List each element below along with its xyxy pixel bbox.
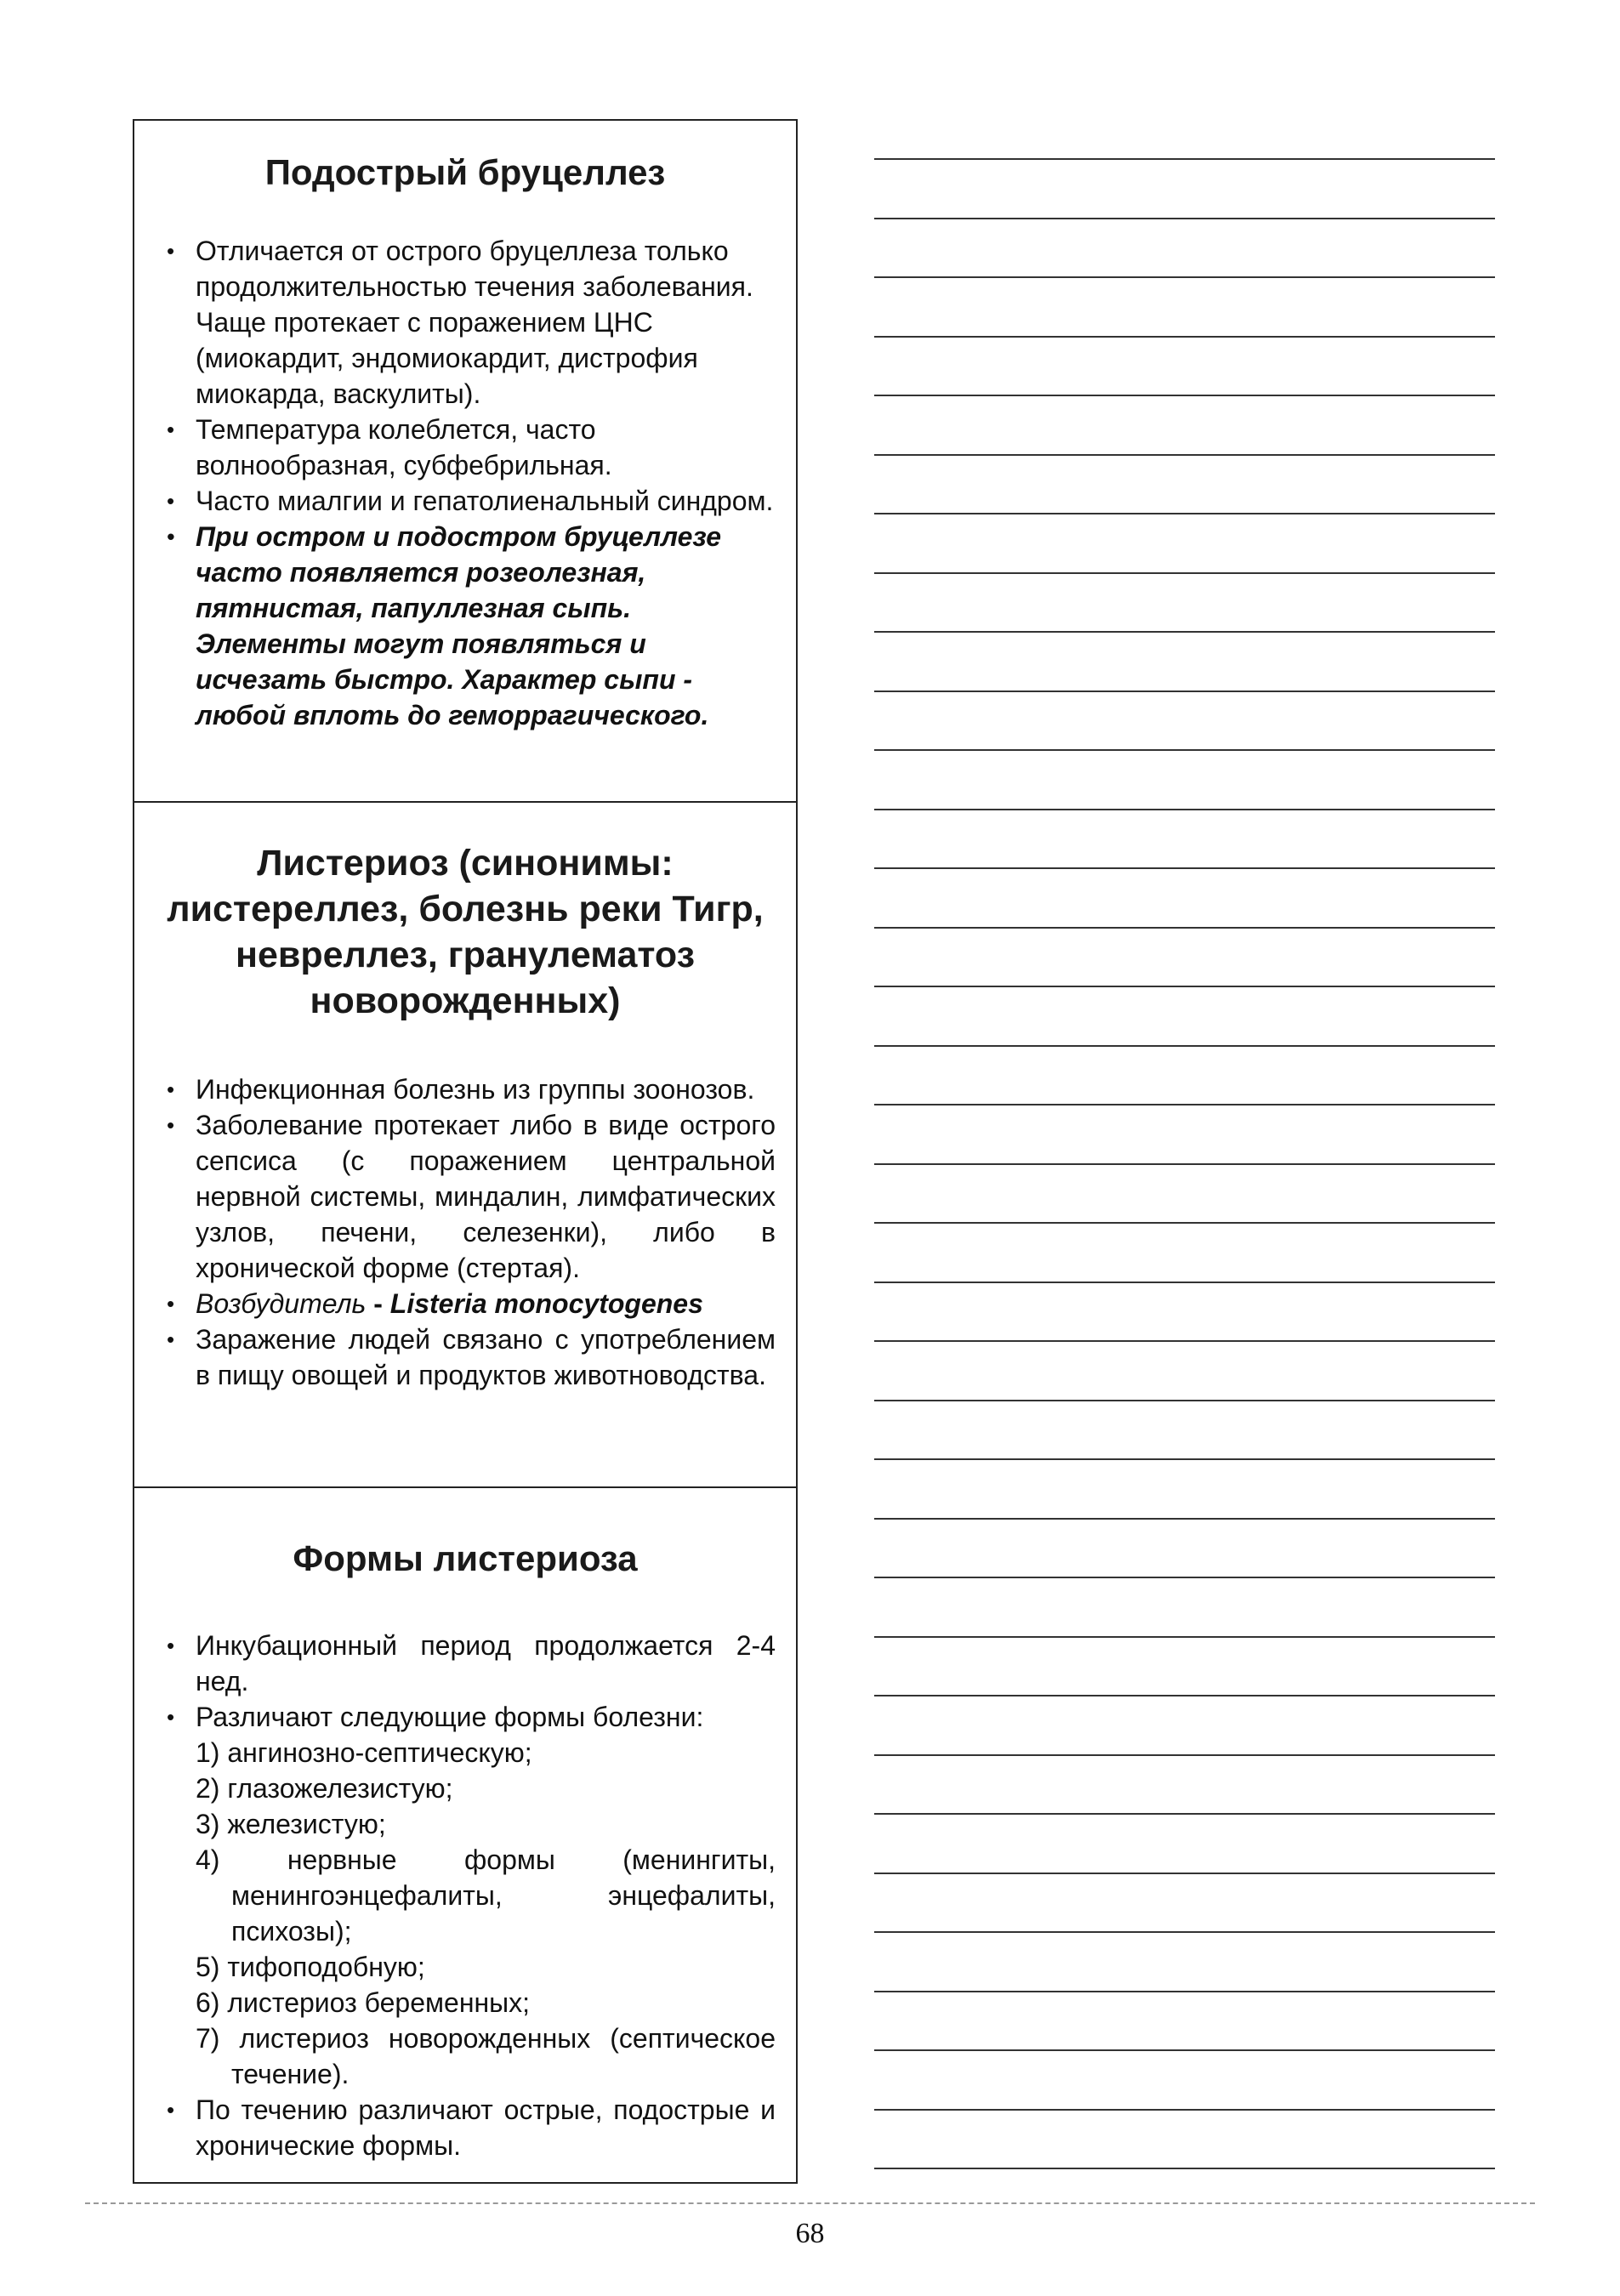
form-item: 3) железистую;: [196, 1809, 386, 1839]
note-line: [874, 158, 1495, 160]
bullet-item: • Часто миалгии и гепатолиенальный синдром.: [167, 483, 776, 519]
form-item: 6) листериоз беременных;: [196, 1987, 531, 2018]
section-title: Подострый бруцеллез: [264, 152, 666, 192]
bullet-item: • Заболевание протекает либо в виде острого сепсиса (с поражением центральной нервной системы, миндалин, лимфатических узлов, печени, селезенки), либо в хронической форме (стертая).: [167, 1107, 776, 1286]
note-lines-area: [874, 158, 1495, 2182]
bullet-item: • Инфекционная болезнь из группы зоонозов.: [167, 1071, 776, 1107]
note-line: [874, 691, 1495, 692]
bullet-item: • Температура колеблется, часто волнообразная, субфебрильная.: [167, 412, 776, 483]
section-listeriosis: [134, 803, 796, 1488]
note-line: [874, 276, 1495, 278]
note-line: [874, 218, 1495, 219]
note-line: [874, 749, 1495, 751]
bullet-list: [134, 233, 796, 733]
note-line: [874, 1163, 1495, 1165]
page-bottom-rule: [85, 2202, 1535, 2204]
form-item: 7) листериоз новорожденных (септическое течение).: [196, 2023, 776, 2089]
note-line: [874, 1400, 1495, 1401]
bullet-item-rash: • При остром и подостром бруцеллезе часто появляется розеолезная, пятнистая, папуллезная сыпь. Элементы могут появляться и исчезать быстро. Характер сыпи - любой вплоть до геморрагического.: [167, 519, 776, 733]
note-line: [874, 1104, 1495, 1105]
note-line: [874, 1458, 1495, 1460]
note-line: [874, 336, 1495, 338]
agent-label: Возбудитель: [196, 1288, 367, 1319]
note-line: [874, 986, 1495, 987]
bullet-item-agent: [167, 1286, 776, 1321]
form-item: 1) ангинозно-септическую;: [196, 1737, 532, 1768]
section-title: Формы листериоза: [293, 1538, 638, 1578]
section-listeriosis-forms: [134, 1488, 796, 2182]
note-line: [874, 1340, 1495, 1342]
note-line: [874, 809, 1495, 810]
note-line: [874, 454, 1495, 456]
note-line: [874, 631, 1495, 633]
forms-intro: • Различают следующие формы болезни:: [196, 1702, 704, 1732]
note-line: [874, 1282, 1495, 1283]
page-number: 68: [795, 2218, 825, 2249]
note-line: [874, 395, 1495, 396]
note-line: [874, 1873, 1495, 1874]
section-title: Листериоз (синонимы: листереллез, болезнь реки Тигр, невреллез, гранулематоз новорожденных): [167, 843, 764, 1021]
form-item: 5) тифоподобную;: [196, 1952, 425, 1982]
content-panel: [133, 119, 798, 2184]
bullet-item: • Заражение людей связано с употреблением в пищу овощей и продуктов животноводства.: [167, 1321, 776, 1393]
note-line: [874, 1991, 1495, 1992]
note-line: [874, 1518, 1495, 1520]
bullet-list: [134, 1628, 796, 2163]
note-line: [874, 572, 1495, 574]
note-line: [874, 1045, 1495, 1047]
bullet-item: • Отличается от острого бруцеллеза только продолжительностью течения заболевания. Чаще протекает с поражением ЦНС (миокардит, эндомиокардит, дистрофия миокарда, васкулиты).: [167, 233, 776, 412]
form-item: 2) глазожелезистую;: [196, 1773, 453, 1804]
note-line: [874, 1695, 1495, 1696]
note-line: [874, 927, 1495, 929]
note-line: [874, 2049, 1495, 2051]
note-line: [874, 2109, 1495, 2111]
note-line: [874, 867, 1495, 869]
forms-list: [196, 1735, 776, 2092]
note-line: [874, 1577, 1495, 1578]
bullet-item: • Инкубационный период продолжается 2-4 нед.: [167, 1628, 776, 1699]
bullet-item-forms: [167, 1699, 776, 2092]
agent-name: Listeria monocytogenes: [389, 1288, 703, 1319]
note-line: [874, 513, 1495, 514]
note-line: [874, 1754, 1495, 1756]
bullet-item: • По течению различают острые, подострые и хронические формы.: [167, 2092, 776, 2163]
form-item: 4) нервные формы (менингиты, менингоэнцефалиты, энцефалиты, психозы);: [196, 1844, 776, 1946]
section-subacute-brucellosis: [134, 121, 796, 803]
bullet-list: [134, 1071, 796, 1393]
note-line: [874, 1222, 1495, 1224]
agent-separator: -: [366, 1288, 390, 1319]
note-line: [874, 2168, 1495, 2169]
note-line: [874, 1636, 1495, 1638]
note-line: [874, 1813, 1495, 1815]
note-line: [874, 1931, 1495, 1933]
